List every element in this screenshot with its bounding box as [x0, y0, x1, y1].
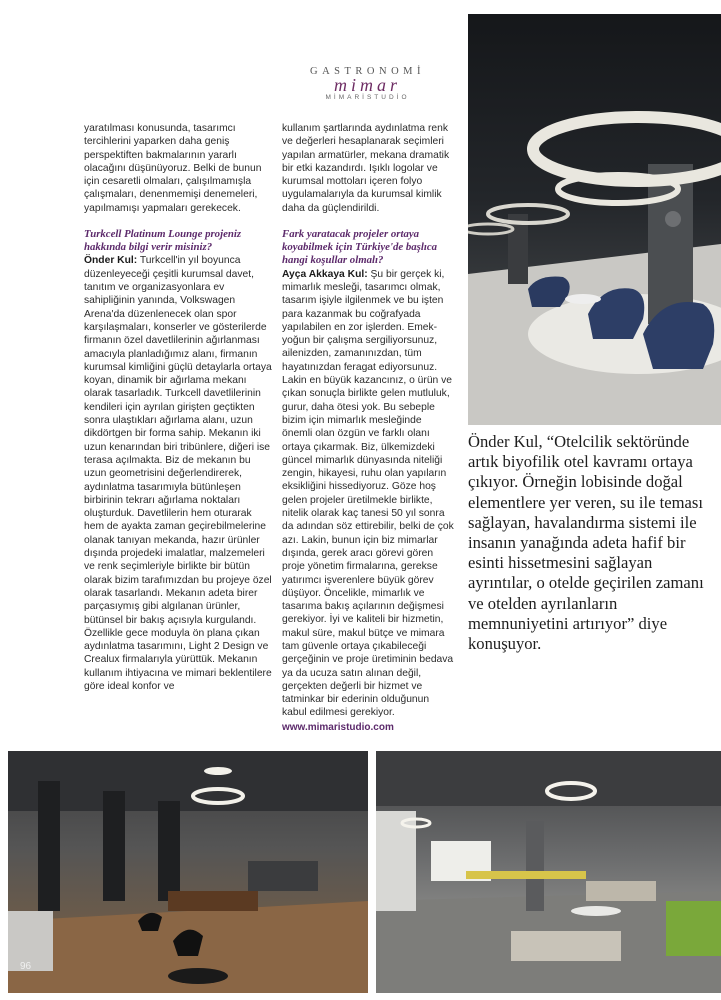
right-answer-paragraph	[282, 268, 454, 720]
office-workspace-illustration	[376, 751, 721, 993]
left-answer-text: Turkcell'in yıl boyunca düzenleyeceği çeşitli kurumsal davet, tanıtım ve organizasyonlara ev sahipliğinin yanında, Volkswagen Arena'da düzenlenecek olan spor karşılaşmaları, konserler ve gösterilerde firmanın özel davetlilerinin ağırlanması amacıyla planladığımız alanı, firmanın kurumsal kimliğini güçlü detaylarla ortaya koyan, dinamik bir ağırlama mekanı olarak tasarladık. Turkcell davetlilerinin kendileri için ayrılan girişten geçtikten sonra ulaştıkları ağırlama alanı, uzun dikdörtgen bir forma sahip. Mekanın iki uzun kenarından biri tribünlere, diğeri ise terasa açılmakta. Biz de mekanın bu uzun geometrisini değerlendirerek, aydınlatma tasarımıyla bütünleşen birbirinin tekrarı ağırlama noktaları oluşturduk. Davetlilerin hem oturarak hem de ayakta zaman geçirebilmelerine olanak tanıyan mekanda, hazır ürünler dışında projedeki imalatlar, malzemeleri ve renk seçimleriyle birlikte bir bütün olarak bizim tarafımızdan bu projeye özel olarak tasarlandı. Mekanın adeta birer parçasıymış gibi algılanan ürünler, bütünsel bir bakış açısıyla kurgulandı. Özellikle gece moduyla ön plana çıkan aydınlatma tasarımını, Light 2 Design ve Crealux firmalarıyla yürüttük. Mekanın kullanım ihtiyacına ve mimari beklentilere göre ideal konfor ve	[84, 255, 272, 692]
lounge-illustration	[468, 14, 721, 425]
right-speaker: Ayça Akkaya Kul:	[282, 268, 368, 280]
office-lounge-photo	[8, 751, 368, 993]
office-lounge-illustration	[8, 751, 368, 993]
office-workspace-photo	[376, 751, 721, 993]
left-text-column	[84, 122, 272, 693]
masthead-subtitle: MİMARİSTUDİO	[325, 94, 410, 101]
right-text-column	[282, 122, 454, 734]
right-answer-text: Şu bir gerçek ki, mimarlık mesleği, tasarımcı olmak, tasarım işiyle ilgilenmek ve bu işten para kazanmak bu coğrafyada yapılabilen en zor işlerden. Emek-yoğun bir çalışma sergiliyorsunuz, ailenizden, zamanınızdan, tüm hayatınızdan feragat ediyorsunuz. Lakin en büyük kazancınız, o ürün ve çıkan sonuçla birlikte gelen mutluluk, gurur, daha ötesi yok. Bu sebeple bizim için mimarlık mesleğinde önemli olan özgün ve farklı olanı ortaya çıkarmak. Biz, ülkemizdeki güncel mimarlık dünyasında niteliği zengin, hikayesi, ruhu olan yapıların eksikliğini hissediyoruz. Göze hoş gelen projeler üretilmekle birlikte, nitelik olarak kaç tanesi 50 yıl sonra da adından söz ettirebilir, belki de çok azı. Lakin, bunun için biz mimarlar dışında, gerek aracı görevi gören proje yönetim firmalarına, gerekse yatırımcı işverenlere büyük görev düşüyor. Öncelikle, mimarlık ve tasarıma bakış açılarının değişmesi gerekiyor. İyi ve kaliteli bir hizmetin, makul süre, makul bütçe ve mimara tam güvenle ortaya çıkabileceği gerçeğinin ve proje üretiminin bedava ya da ucuza satın alınan değil, gerçekten değerli bir hizmet ve tatminkar bir ederinin olduğunun kabul edilmesi gerekiyor.	[282, 268, 454, 719]
left-answer-paragraph	[84, 254, 272, 693]
right-question: Fark yaratacak projeler ortaya koyabilmek için Türkiye'de başlıca hangi koşullar olmalı?	[282, 228, 438, 267]
masthead-brand: mimar	[333, 75, 401, 95]
website-link[interactable]: www.mimaristudio.com	[282, 721, 394, 733]
left-speaker: Önder Kul:	[84, 255, 138, 267]
pull-quote: Önder Kul, “Otelcilik sektöründe artık biyofilik otel kavramı ortaya çıkıyor. Örneğin lobisinde doğal elementlere yer veren, su ile teması sağlayan, havalandırma sistemi ile insanın yanağında adeta hafif bir esinti hissetmesini sağlayan ayrıntılar, o otelde geçirilen zamanı ve otelden ayrılanların memnuniyetini artırıyor” diye konuşuyor.	[468, 432, 704, 654]
right-intro-paragraph: kullanım şartlarında aydınlatma renk ve değerleri hesaplanarak seçimleri yapılan armatürler, mekana dramatik bir etki kazandırdı. Işıklı logolar ve kurumsal mottoları içeren folyo uygulamalarıyla da kurumsal kimlik daha da güçlendirildi.	[282, 123, 450, 214]
left-intro-paragraph: yaratılması konusunda, tasarımcı tercihlerini yaparken daha geniş perspektiften bakmalarının yararlı olacağını düşünüyoruz. Belki de bunun için cesaretli olmaları, çalışılmamışla çalışmaları, denenmemişi denemeleri, yapılmamışı yapmaları gerekecek.	[84, 123, 262, 214]
left-question: Turkcell Platinum Lounge projeniz hakkında bilgi verir misiniz?	[84, 228, 242, 254]
page-number: 96	[20, 961, 32, 972]
masthead	[280, 66, 455, 101]
lounge-photo	[468, 14, 721, 425]
masthead-section: GASTRONOMİ	[309, 66, 425, 77]
